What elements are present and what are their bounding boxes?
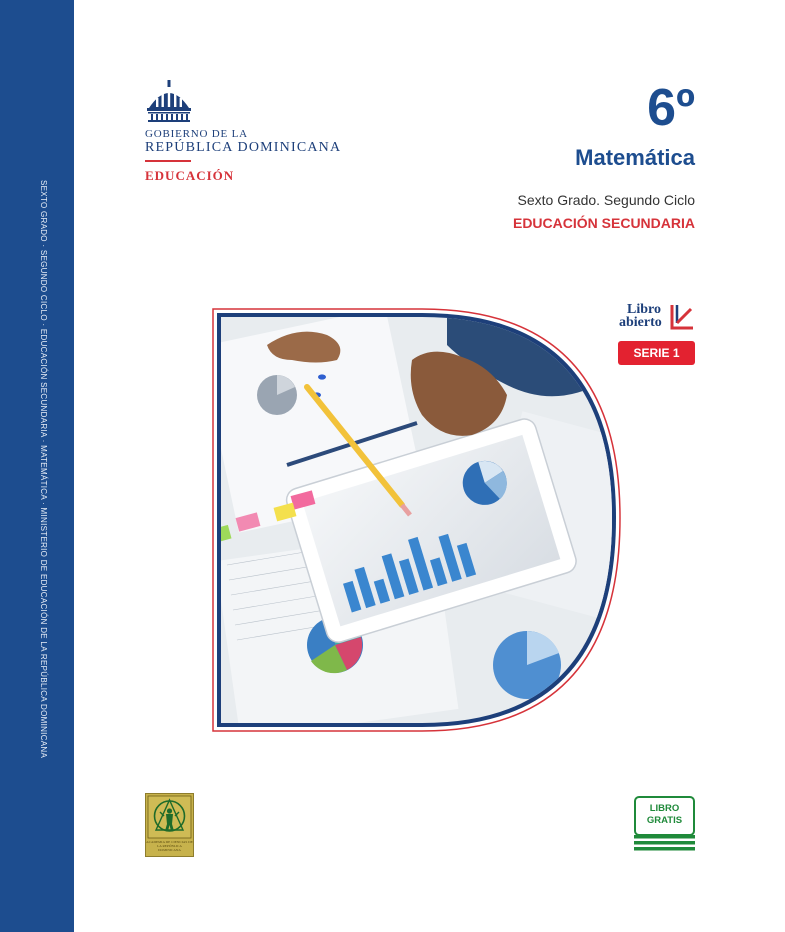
academia-logo [145,793,194,857]
free-book-line1: LIBRO [649,803,680,814]
grade-number: 6º [647,79,695,137]
subject-title: Matemática [575,145,695,170]
education-level: EDUCACIÓN SECUNDARIA [512,215,695,231]
academy-emblem-icon [146,794,193,840]
book-pages-icon [634,835,695,855]
grade-info: Sexto Grado. Segundo Ciclo [517,192,695,208]
free-book-logo [634,796,695,855]
government-line1: GOBIERNO DE LA [145,128,248,140]
analysis-photo-image [207,305,627,735]
government-line2: REPÚBLICA DOMINICANA [145,140,342,155]
spine-text: SEXTO GRADO · SEGUNDO CICLO · EDUCACIÓN SECUNDARIA · MATEMÁTICA · MINISTERIO DE EDUCACIÓN DE LA REPÚBLICA DOMINICANA [39,180,48,759]
libro-word: Libro [627,302,661,317]
dome-icon [145,80,193,122]
government-department: EDUCACIÓN [145,168,235,183]
abierto-word: abierto [619,315,662,330]
libro-abierto-logo [617,303,697,333]
free-book-line2: GRATIS [646,815,683,826]
academy-label: ACADEMIA DE CIENCIAS DE LA REPÚBLICA DOMINICANA [146,840,193,852]
open-book-arrow-icon [669,303,695,331]
government-divider [145,160,191,162]
spine-band [0,0,74,932]
series-badge: SERIE 1 [618,341,695,365]
cover-photo [207,305,627,740]
